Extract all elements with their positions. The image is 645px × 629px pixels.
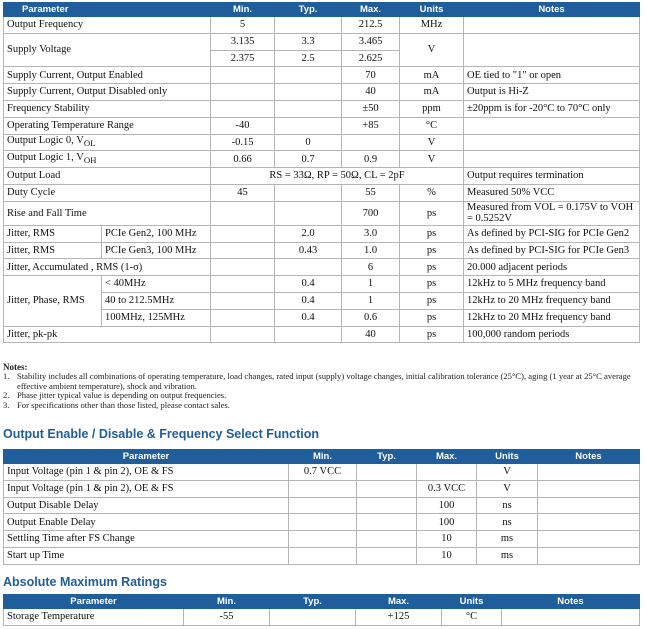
max-cell: 100 <box>417 514 477 531</box>
max-cell: 6 <box>342 259 400 276</box>
typ-cell: 0.4 <box>275 309 342 326</box>
col-header-units: Units <box>400 3 464 17</box>
table-row <box>4 117 640 134</box>
unit-cell: ps <box>400 259 464 276</box>
typ-cell <box>275 201 342 225</box>
unit-cell: ppm <box>400 100 464 117</box>
unit-cell: ns <box>477 497 538 514</box>
col-header-max: Max. <box>417 450 477 464</box>
param-cell: Output Load <box>4 168 211 185</box>
typ-cell <box>357 464 417 481</box>
note-item <box>3 401 633 410</box>
typ-cell <box>357 547 417 564</box>
note-cell: Measured from VOL = 0.175V to VOH = 0.5252V <box>464 201 640 225</box>
param-text: Output Logic 0, V <box>7 135 84 147</box>
min-cell: 5 <box>211 17 275 34</box>
max-cell: ±50 <box>342 100 400 117</box>
min-cell <box>289 547 357 564</box>
col-header-min: Min. <box>289 450 357 464</box>
typ-cell: 0.4 <box>275 276 342 293</box>
section-title-oe: Output Enable / Disable & Frequency Select Function <box>3 427 320 441</box>
max-cell: 10 <box>417 547 477 564</box>
unit-cell: ps <box>400 242 464 259</box>
load-value-cell: RS = 33Ω, RP = 50Ω, CL = 2pF <box>211 168 464 185</box>
min-cell: 0.66 <box>211 151 275 168</box>
param-cell: Start up Time <box>4 547 289 564</box>
min-cell <box>211 276 275 293</box>
table-row <box>4 17 640 34</box>
col-header-max: Max. <box>356 595 442 609</box>
note-item <box>3 372 633 391</box>
param-cell: Jitter, RMS <box>4 242 102 259</box>
typ-cell <box>357 514 417 531</box>
note-cell <box>464 117 640 134</box>
note-cell: 12kHz to 20 MHz frequency band <box>464 309 640 326</box>
note-cell: As defined by PCI-SIG for PCIe Gen2 <box>464 225 640 242</box>
max-cell: 100 <box>417 497 477 514</box>
unit-cell: ns <box>477 514 538 531</box>
min-cell: -0.15 <box>211 134 275 151</box>
note-cell <box>464 33 640 67</box>
param-subscript: OH <box>83 155 97 166</box>
note-cell <box>538 514 640 531</box>
table-row <box>4 480 640 497</box>
unit-cell: V <box>477 464 538 481</box>
param-cell: Output Enable Delay <box>4 514 289 531</box>
param-cell: Rise and Fall Time <box>4 201 211 225</box>
typ-cell <box>275 84 342 101</box>
max-cell: 40 <box>342 84 400 101</box>
note-text: Phase jitter typical value is depending on output frequencies. <box>17 390 227 401</box>
electrical-spec-table <box>3 2 640 343</box>
unit-cell: ps <box>400 276 464 293</box>
max-cell: 2.625 <box>342 50 400 67</box>
min-cell <box>211 242 275 259</box>
typ-cell <box>357 531 417 548</box>
param-text: Output Logic 1, V <box>7 151 84 163</box>
max-cell: 3.0 <box>342 225 400 242</box>
typ-cell <box>275 100 342 117</box>
table-row <box>4 326 640 343</box>
typ-cell <box>275 259 342 276</box>
max-cell: 70 <box>342 67 400 84</box>
note-cell <box>538 497 640 514</box>
condition-cell: < 40MHz <box>102 276 211 293</box>
table-row <box>4 84 640 101</box>
typ-cell: 2.5 <box>275 50 342 67</box>
min-cell <box>289 480 357 497</box>
min-cell <box>289 531 357 548</box>
col-header-min: Min. <box>184 595 270 609</box>
unit-cell: ps <box>400 201 464 225</box>
unit-cell: mA <box>400 84 464 101</box>
note-cell: As defined by PCI-SIG for PCIe Gen3 <box>464 242 640 259</box>
table-row <box>4 547 640 564</box>
col-header-min: Min. <box>211 3 275 17</box>
notes-block <box>3 363 633 410</box>
param-cell: Jitter, Accumulated , RMS (1-σ) <box>4 259 211 276</box>
unit-cell: V <box>400 151 464 168</box>
typ-cell <box>275 326 342 343</box>
typ-cell: 0.7 <box>275 151 342 168</box>
min-cell: 0.7 VCC <box>289 464 357 481</box>
table-row <box>4 514 640 531</box>
unit-cell: ps <box>400 326 464 343</box>
note-cell <box>538 480 640 497</box>
max-cell: 1 <box>342 292 400 309</box>
min-cell: 2.375 <box>211 50 275 67</box>
table-header-row <box>4 450 640 464</box>
param-cell: Storage Temperature <box>4 609 184 626</box>
typ-cell: 3.3 <box>275 33 342 50</box>
param-cell: Jitter, Phase, RMS <box>4 276 102 326</box>
unit-cell: mA <box>400 67 464 84</box>
typ-cell: 0.43 <box>275 242 342 259</box>
min-cell: 45 <box>211 184 275 201</box>
table-header-row <box>4 3 640 17</box>
param-cell: Settling Time after FS Change <box>4 531 289 548</box>
note-number: 1. <box>3 371 10 382</box>
param-cell: Supply Current, Output Disabled only <box>4 84 211 101</box>
unit-cell: ms <box>477 531 538 548</box>
col-header-parameter: Parameter <box>4 3 211 17</box>
note-cell: Output requires termination <box>464 168 640 185</box>
table-row <box>4 67 640 84</box>
min-cell <box>211 292 275 309</box>
param-subscript: OL <box>83 138 96 149</box>
note-cell <box>464 17 640 34</box>
min-cell <box>289 514 357 531</box>
min-cell <box>211 84 275 101</box>
note-text: For specifications other than those listed, please contact sales. <box>17 399 230 410</box>
note-cell <box>538 531 640 548</box>
max-cell: 700 <box>342 201 400 225</box>
col-header-notes: Notes <box>464 3 640 17</box>
note-cell: 12kHz to 20 MHz frequency band <box>464 292 640 309</box>
param-cell: Jitter, RMS <box>4 225 102 242</box>
max-cell: 0.9 <box>342 151 400 168</box>
col-header-typ: Typ. <box>357 450 417 464</box>
condition-cell: 100MHz, 125MHz <box>102 309 211 326</box>
typ-cell <box>270 609 356 626</box>
note-cell: 100,000 random periods <box>464 326 640 343</box>
note-cell: 20.000 adjacent periods <box>464 259 640 276</box>
min-cell <box>211 309 275 326</box>
max-cell: +85 <box>342 117 400 134</box>
unit-cell: % <box>400 184 464 201</box>
condition-cell: PCIe Gen2, 100 MHz <box>102 225 211 242</box>
note-text: Stability includes all combinations of operating temperature, load changes, rated input (supply) voltage changes, initial calibration tolerance (25°C), aging (1 year at 25°C average effective ambient temperature), shock and vibration. <box>17 371 631 391</box>
param-cell: Input Voltage (pin 1 & pin 2), OE & FS <box>4 464 289 481</box>
table-row <box>4 225 640 242</box>
table-row <box>4 201 640 225</box>
param-cell: Frequency Stability <box>4 100 211 117</box>
min-cell <box>211 225 275 242</box>
unit-cell: V <box>400 134 464 151</box>
note-number: 3. <box>3 399 10 410</box>
section-title-abs-max: Absolute Maximum Ratings <box>3 575 167 589</box>
condition-cell: 40 to 212.5MHz <box>102 292 211 309</box>
unit-cell: ms <box>477 547 538 564</box>
typ-cell <box>275 117 342 134</box>
unit-cell: °C <box>442 609 502 626</box>
table-row <box>4 100 640 117</box>
table-row <box>4 242 640 259</box>
note-cell <box>538 547 640 564</box>
max-cell: 0.3 VCC <box>417 480 477 497</box>
col-header-max: Max. <box>342 3 400 17</box>
col-header-typ: Typ. <box>270 595 356 609</box>
max-cell <box>342 134 400 151</box>
min-cell <box>211 201 275 225</box>
note-cell: Measured 50% VCC <box>464 184 640 201</box>
typ-cell: 2.0 <box>275 225 342 242</box>
note-number: 2. <box>3 390 10 401</box>
col-header-parameter: Parameter <box>4 595 184 609</box>
table-row <box>4 497 640 514</box>
min-cell: -55 <box>184 609 270 626</box>
condition-cell: PCIe Gen3, 100 MHz <box>102 242 211 259</box>
table-row <box>4 151 640 168</box>
min-cell <box>211 100 275 117</box>
table-row <box>4 609 640 626</box>
table-row <box>4 276 640 293</box>
max-cell: 40 <box>342 326 400 343</box>
note-cell <box>464 151 640 168</box>
param-cell: Jitter, pk-pk <box>4 326 211 343</box>
table-row <box>4 259 640 276</box>
typ-cell <box>357 497 417 514</box>
table-row <box>4 33 640 50</box>
table-row <box>4 184 640 201</box>
min-cell <box>211 326 275 343</box>
unit-cell: ps <box>400 309 464 326</box>
col-header-units: Units <box>442 595 502 609</box>
note-cell: ±20ppm is for -20°C to 70°C only <box>464 100 640 117</box>
param-cell: Supply Current, Output Enabled <box>4 67 211 84</box>
param-cell <box>4 134 211 151</box>
param-cell: Output Disable Delay <box>4 497 289 514</box>
table-row <box>4 134 640 151</box>
min-cell <box>289 497 357 514</box>
table-row <box>4 464 640 481</box>
note-cell: 12kHz to 5 MHz frequency band <box>464 276 640 293</box>
note-cell <box>538 464 640 481</box>
table-row <box>4 168 640 185</box>
col-header-notes: Notes <box>538 450 640 464</box>
typ-cell <box>275 67 342 84</box>
typ-cell: 0 <box>275 134 342 151</box>
min-cell <box>211 67 275 84</box>
max-cell: +125 <box>356 609 442 626</box>
param-cell: Duty Cycle <box>4 184 211 201</box>
unit-cell: °C <box>400 117 464 134</box>
param-cell: Operating Temperature Range <box>4 117 211 134</box>
min-cell: -40 <box>211 117 275 134</box>
note-cell <box>464 134 640 151</box>
col-header-parameter: Parameter <box>4 450 289 464</box>
note-cell: OE tied to "1" or open <box>464 67 640 84</box>
typ-cell: 0.4 <box>275 292 342 309</box>
typ-cell <box>357 480 417 497</box>
table-header-row <box>4 595 640 609</box>
typ-cell <box>275 17 342 34</box>
unit-cell: MHz <box>400 17 464 34</box>
abs-max-table <box>3 594 640 626</box>
table-row <box>4 531 640 548</box>
max-cell: 1 <box>342 276 400 293</box>
note-cell: Output is Hi-Z <box>464 84 640 101</box>
note-cell <box>502 609 640 626</box>
typ-cell <box>275 184 342 201</box>
col-header-typ: Typ. <box>275 3 342 17</box>
max-cell: 1.0 <box>342 242 400 259</box>
param-cell <box>4 151 211 168</box>
notes-title: Notes: <box>3 362 28 372</box>
max-cell: 0.6 <box>342 309 400 326</box>
param-cell: Input Voltage (pin 1 & pin 2), OE & FS <box>4 480 289 497</box>
max-cell: 212.5 <box>342 17 400 34</box>
max-cell: 3.465 <box>342 33 400 50</box>
col-header-units: Units <box>477 450 538 464</box>
unit-cell: V <box>477 480 538 497</box>
unit-cell: V <box>400 33 464 67</box>
col-header-notes: Notes <box>502 595 640 609</box>
oe-fs-table <box>3 449 640 565</box>
param-cell: Output Frequency <box>4 17 211 34</box>
max-cell <box>417 464 477 481</box>
min-cell <box>211 259 275 276</box>
unit-cell: ps <box>400 225 464 242</box>
unit-cell: ps <box>400 292 464 309</box>
min-cell: 3.135 <box>211 33 275 50</box>
param-cell: Supply Voltage <box>4 33 211 67</box>
max-cell: 10 <box>417 531 477 548</box>
max-cell: 55 <box>342 184 400 201</box>
